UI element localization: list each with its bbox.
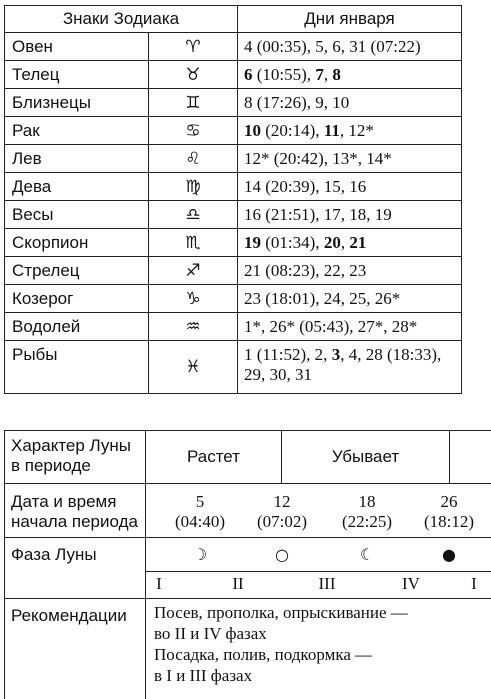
- new-moon-icon: ●: [442, 545, 456, 564]
- full-moon-icon: ○: [275, 545, 289, 564]
- day-text: 16 (21:51), 17, 18, 19: [244, 204, 392, 224]
- zodiac-symbol-icon: ♑: [149, 285, 238, 313]
- zodiac-sign-name: Телец: [5, 61, 149, 89]
- moon-phase-label: Фаза Луны: [11, 545, 97, 564]
- period-start: [332, 492, 402, 532]
- day-text: 23 (18:01), 24, 25, 26*: [244, 288, 401, 308]
- phase-number: I: [471, 574, 477, 593]
- zodiac-symbol-icon: ♉: [149, 61, 238, 89]
- day-text: , 4, 28 (18:33),: [340, 345, 442, 364]
- moon-character-label: Характер Луны в периоде: [11, 436, 132, 475]
- zodiac-days: [238, 313, 462, 341]
- zodiac-sign-name: Стрелец: [5, 257, 149, 285]
- first-quarter-moon-icon: ☽: [192, 545, 208, 564]
- zodiac-symbol-icon: ♋: [149, 117, 238, 145]
- zodiac-days: [238, 173, 462, 201]
- zodiac-days: [238, 61, 462, 89]
- zodiac-row: [5, 201, 462, 229]
- period-time: (18:12): [423, 512, 475, 531]
- day-text: 12* (20:42), 13*, 14*: [244, 148, 392, 168]
- day-text: 29, 30, 31: [244, 365, 313, 384]
- recommendation-line: во II и IV фазах: [154, 624, 267, 643]
- period-time: (07:02): [256, 512, 308, 531]
- zodiac-sign-name: Козерог: [5, 285, 149, 313]
- zodiac-symbol-icon: ♍: [149, 173, 238, 201]
- recommendations-text: [154, 602, 489, 686]
- recommendation-line: Посев, прополка, опрыскивание —: [154, 603, 408, 622]
- phase-number: II: [232, 574, 244, 593]
- zodiac-symbol-icon: ♒: [149, 313, 238, 341]
- zodiac-sign-name: Рак: [5, 117, 149, 145]
- period-datetime-label: Дата и время начала периода: [11, 492, 138, 531]
- zodiac-sign-name: Овен: [5, 33, 149, 61]
- day-text: 4 (00:35), 5, 6, 31 (07:22): [244, 36, 421, 56]
- zodiac-symbol-icon: ♊: [149, 89, 238, 117]
- zodiac-days: [238, 201, 462, 229]
- zodiac-days: [238, 285, 462, 313]
- zodiac-sign-name: Водолей: [5, 313, 149, 341]
- day-text: (20:14),: [261, 120, 324, 140]
- period-start: [247, 492, 317, 532]
- moon-phase-table: [4, 430, 491, 699]
- zodiac-symbol-icon: ♎: [149, 201, 238, 229]
- zodiac-row: [5, 145, 462, 173]
- recommendation-line: в I и III фазах: [154, 666, 253, 685]
- zodiac-row: [5, 313, 462, 341]
- zodiac-symbol-icon: ♓: [149, 341, 238, 394]
- zodiac-row: [5, 61, 462, 89]
- favorable-day: 7: [315, 64, 324, 84]
- day-text: 21 (08:23), 22, 23: [244, 260, 367, 280]
- phase-number: I: [156, 574, 162, 593]
- zodiac-row: [5, 89, 462, 117]
- zodiac-header-row: [5, 6, 462, 33]
- day-text: (10:55),: [252, 64, 316, 84]
- period-start: [414, 492, 484, 532]
- day-text: 8 (17:26), 9, 10: [244, 92, 350, 112]
- zodiac-days: [238, 145, 462, 173]
- day-text: (01:34),: [261, 232, 324, 252]
- zodiac-sign-name: Дева: [5, 173, 149, 201]
- period-day: 18: [358, 492, 376, 511]
- recommendations-label: Рекомендации: [11, 606, 127, 625]
- period-day: 5: [195, 492, 205, 511]
- zodiac-symbol-icon: ♐: [149, 257, 238, 285]
- phase-number: III: [318, 574, 336, 593]
- recommendation-line: Посадка, полив, подкормка —: [154, 645, 373, 664]
- favorable-day: 6: [244, 64, 253, 84]
- favorable-day: 3: [331, 345, 341, 364]
- zodiac-signs-header: Знаки Зодиака: [5, 6, 238, 33]
- zodiac-sign-name: Близнецы: [5, 89, 149, 117]
- period-day: 12: [273, 492, 291, 511]
- zodiac-row: [5, 285, 462, 313]
- period-time: (22:25): [341, 512, 393, 531]
- phase-number: IV: [402, 574, 420, 593]
- favorable-day: 8: [332, 64, 341, 84]
- zodiac-row: [5, 173, 462, 201]
- zodiac-table: [4, 5, 462, 394]
- period-time: (04:40): [174, 512, 226, 531]
- zodiac-sign-name: Весы: [5, 201, 149, 229]
- zodiac-row: [5, 257, 462, 285]
- zodiac-row: [5, 229, 462, 257]
- zodiac-symbol-icon: ♏: [149, 229, 238, 257]
- favorable-day: 11: [323, 120, 340, 140]
- zodiac-row: [5, 33, 462, 61]
- growing-label: Растет: [186, 447, 240, 466]
- favorable-day: 10: [244, 120, 262, 140]
- last-quarter-moon-icon: ☾: [359, 545, 375, 564]
- day-text: 1 (11:52), 2,: [244, 345, 332, 364]
- favorable-day: 20: [323, 232, 341, 252]
- day-text: 1*, 26* (05:43), 27*, 28*: [244, 316, 418, 336]
- zodiac-symbol-icon: ♈: [149, 33, 238, 61]
- zodiac-days: [238, 117, 462, 145]
- zodiac-days: [238, 257, 462, 285]
- zodiac-days: [238, 341, 462, 394]
- zodiac-sign-name: Скорпион: [5, 229, 149, 257]
- january-days-header: Дни января: [238, 6, 462, 33]
- day-text: , 12*: [339, 120, 374, 140]
- favorable-day: 19: [244, 232, 262, 252]
- period-day: 26: [440, 492, 458, 511]
- day-text: 14 (20:39), 15, 16: [244, 176, 367, 196]
- zodiac-sign-name: Лев: [5, 145, 149, 173]
- zodiac-days: [238, 33, 462, 61]
- zodiac-days: [238, 229, 462, 257]
- zodiac-symbol-icon: ♌: [149, 145, 238, 173]
- day-text: ,: [323, 64, 333, 84]
- zodiac-row: [5, 117, 462, 145]
- period-start: [165, 492, 235, 532]
- favorable-day: 21: [349, 232, 367, 252]
- zodiac-sign-name: Рыбы: [5, 341, 149, 394]
- waning-label: Убывает: [331, 447, 400, 466]
- zodiac-days: [238, 89, 462, 117]
- zodiac-row: [5, 341, 462, 394]
- day-text: ,: [340, 232, 350, 252]
